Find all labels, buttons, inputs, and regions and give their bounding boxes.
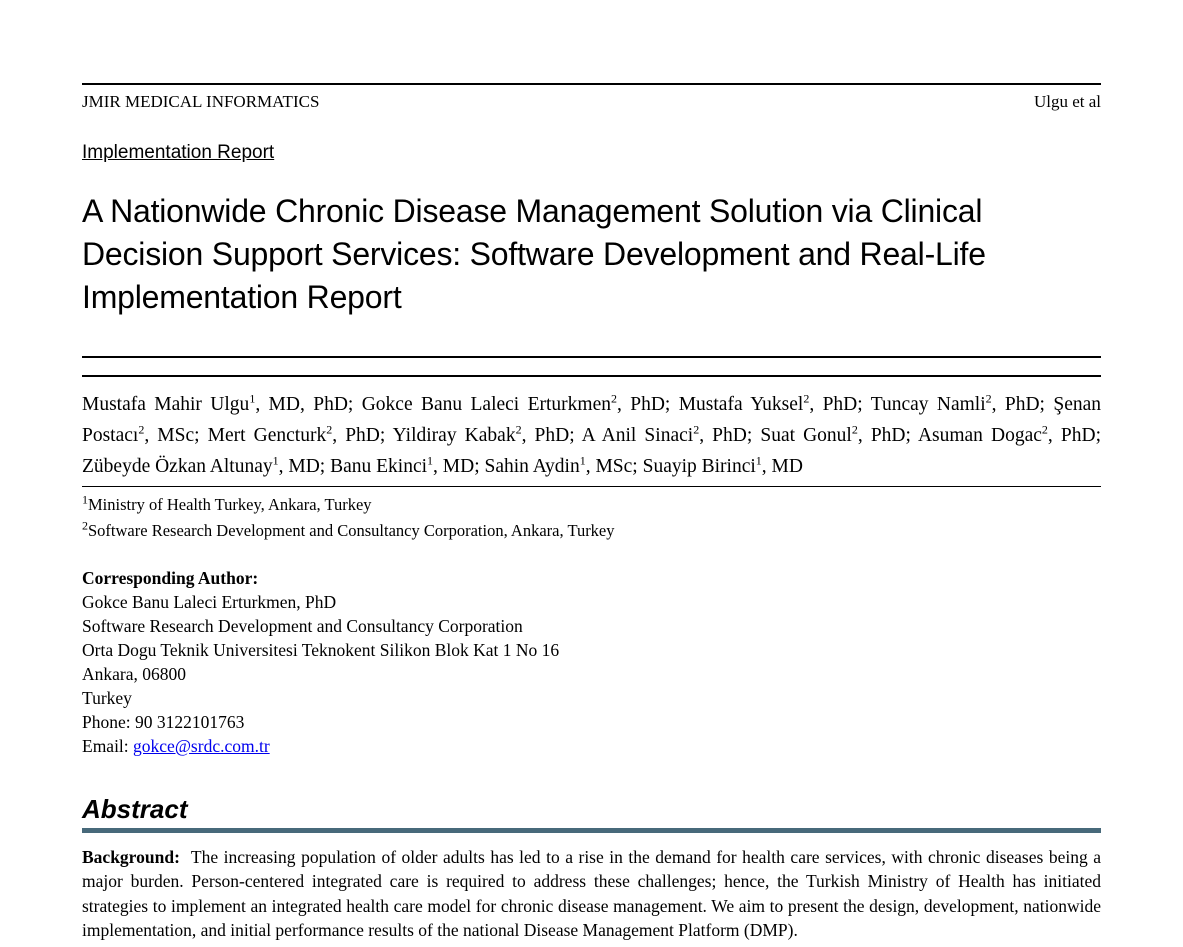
phone-line — [82, 710, 1101, 734]
title-divider-rule-2 — [82, 375, 1101, 377]
corresponding-author-line: Orta Dogu Teknik Universitesi Teknokent Silikon Blok Kat 1 No 16 — [82, 640, 560, 660]
title-divider-rule-1 — [82, 356, 1101, 358]
phone-label: Phone: — [82, 712, 135, 732]
article-type-link[interactable]: Implementation Report — [82, 142, 275, 163]
corresponding-author-line: Ankara, 06800 — [82, 664, 187, 684]
background-text: The increasing population of older adults has led to a rise in the demand for health care services, with chronic diseases being a major burden. Person-centered integrated care is required to address these challenges; hence, the Turkish Ministry of Health has initiated strategies to implement an integrated health care model for chronic disease management. We aim to present the design, development, nationwide implementation, and initial performance results of the national Disease Management Platform (DMP). — [82, 847, 1101, 941]
abstract-divider-bar — [82, 828, 1101, 833]
abstract-heading: Abstract — [82, 794, 188, 824]
abstract-background-paragraph — [82, 845, 1101, 943]
affiliation: $^2$Software Research Development and Consultancy Corporation, Ankara, Turkey — [82, 518, 615, 540]
email-line — [82, 734, 1101, 758]
corresponding-author-lines — [82, 590, 1101, 710]
background-label: Background: — [82, 847, 180, 867]
article-type-row — [82, 142, 1101, 164]
corresponding-author-block — [82, 566, 1101, 758]
article-title: A Nationwide Chronic Disease Management Solution via Clinical Decision Support Services: Software Development and Real-Life Implementation Report — [82, 193, 986, 315]
authors-list: Mustafa Mahir Ulgu$^1$, MD, PhD; Gokce Banu Laleci Erturkmen$^2$, PhD; Mustafa Yuksel$^2$, PhD; Tuncay Namli$^2$, PhD; Şenan Postacı$^2$, MSc; Mert Gencturk$^2$, PhD; Yildiray Kabak$^2$, PhD; A Anil Sinaci$^2$, PhD; Suat Gonul$^2$, PhD; Asuman Dogac$^2$, PhD; Zübeyde Özkan Altunay$^1$, MD; Banu Ekinci$^1$, MD; Sahin Aydin$^1$, MSc; Suayip Birinci$^1$, MD — [82, 391, 1101, 477]
affiliations-list — [82, 487, 1101, 544]
journal-name: JMIR MEDICAL INFORMATICS — [82, 92, 320, 111]
email-label: Email: — [82, 736, 134, 756]
corresponding-author-heading: Corresponding Author: — [82, 568, 259, 588]
running-header — [82, 85, 1101, 112]
email-link[interactable]: gokce@srdc.com.tr — [133, 736, 270, 756]
running-authors: Ulgu et al — [1033, 92, 1101, 111]
corresponding-author-line: Gokce Banu Laleci Erturkmen, PhD — [82, 592, 337, 612]
corresponding-author-line: Software Research Development and Consultancy Corporation — [82, 616, 523, 636]
affiliation: $^1$Ministry of Health Turkey, Ankara, Turkey — [82, 492, 372, 514]
phone-value: 90 3122101763 — [135, 712, 245, 732]
corresponding-author-line: Turkey — [82, 688, 132, 708]
